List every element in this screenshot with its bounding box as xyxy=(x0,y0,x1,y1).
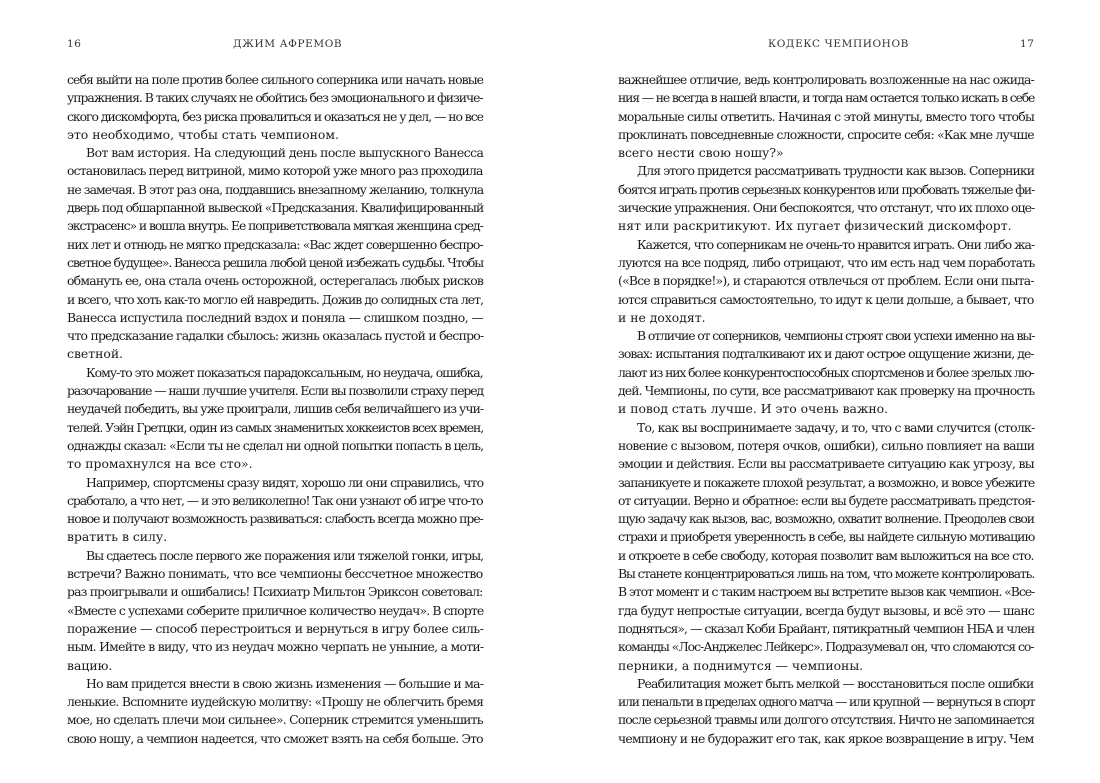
text-line: поражение — способ перестроиться и вернуться в игру более силь- xyxy=(67,620,484,636)
text-line: («Все в порядке!»), и стараются отвлечься от проблем. Если они пыта- xyxy=(618,273,1034,289)
text-line: вацию. xyxy=(67,657,113,673)
text-line: гда будут непростые ситуации, всегда будут вызовы, и всё это — шанс xyxy=(618,602,1035,618)
right-page xyxy=(550,0,1100,783)
text-line: и всего, что хоть как-то могло ей навредить. Дожив до солидных ста лет, xyxy=(67,291,484,307)
text-line: Вот вам история. На следующий день после выпускного Ванесса xyxy=(86,145,484,161)
text-line: ния — не всегда в нашей власти, и тогда нам остается только искать в себе xyxy=(618,90,1035,106)
page-number: 17 xyxy=(1020,38,1035,50)
text-line: не замечая. В этот раз она, поддавшись внезапному желанию, толкнула xyxy=(67,181,484,197)
text-line: ются справиться самостоятельно, то идут к цели дольше, а бывает, что xyxy=(618,291,1034,307)
text-line: светной. xyxy=(67,346,124,362)
text-line: после серьезной травмы или долгого отсутствия. Ничто не запоминается xyxy=(618,712,1034,728)
text-line: Реабилитация может быть мелкой — восстановиться после ошибки xyxy=(637,675,1034,691)
text-line: обмануть ее, она стала очень осторожной, остерегалась любых рисков xyxy=(67,273,484,289)
text-line: упражнения. В таких случаях не обойтись без эмоционального и физиче- xyxy=(67,90,483,106)
text-line: перники, а поднимутся — чемпионы. xyxy=(618,657,864,673)
text-line: экстрасенс» и вошла внутрь. Ее поприветствовала мягкая женщина сред- xyxy=(67,218,483,234)
text-line: телей. Уэйн Гретцки, один из самых знаменитых хоккеистов всех времен, xyxy=(67,419,484,435)
text-line: или пенальти в пределах одного матча — или крупной — вернуться в спорт xyxy=(618,694,1035,710)
text-line: что предсказание гадалки сбылось: жизнь оказалась пустой и беспро- xyxy=(67,328,484,344)
text-line: эмоции и действия. Если вы рассматриваете ситуацию как угрозу, вы xyxy=(618,456,1034,472)
text-line: неудачей победить, вы уже проиграли, лишив себя величайшего из учи- xyxy=(67,401,484,417)
text-line: всего нести свою ношу?» xyxy=(618,145,784,161)
text-line: В отличие от соперников, чемпионы строят свои успехи именно на вы- xyxy=(637,328,1035,344)
page-number: 16 xyxy=(67,38,82,50)
text-line: подняться», — сказал Коби Брайант, пятикратный чемпион НБА и член xyxy=(618,620,1035,636)
text-line: Кому-то это может показаться парадоксальным, но неудача, ошибка, xyxy=(86,364,483,380)
text-line: Вы станете концентрироваться лишь на том, что можете контролировать. xyxy=(618,566,1035,582)
text-line: Для этого придется рассматривать трудности как вызов. Соперники xyxy=(637,163,1035,179)
text-line: свою ношу, а чемпион надеется, что сможет взять на себя больше. Это xyxy=(67,730,483,746)
text-line: и повод стать лучше. И это очень важно. xyxy=(618,401,889,417)
text-line: ным. Имейте в виду, что из неудач можно черпать не уныние, а моти- xyxy=(67,639,484,655)
text-line: сработало, а что нет, — и это великолепно! Так они узнают об игре что-то xyxy=(67,492,483,508)
text-line: встречи? Важно понимать, что все чемпионы бессчетное множество xyxy=(67,566,483,582)
text-line: от ситуации. Верно и обратное: если вы будете рассматривать предстоя- xyxy=(618,492,1035,508)
text-line: новое и получают возможность развиваться: слабость всегда можно пре- xyxy=(67,511,483,527)
text-line: себя выйти на поле против более сильного соперника или начать новые xyxy=(67,72,484,87)
text-line: и не доходят. xyxy=(618,309,706,325)
text-line: боятся играть против серьезных конкурентов или пробовать тяжелые фи- xyxy=(618,181,1035,197)
text-line: них лет и отнюдь не мягко предсказала: «Вас ждет совершенно беспро- xyxy=(67,236,483,252)
text-line: Например, спортсмены сразу видят, хорошо ли они справились, что xyxy=(86,474,484,490)
text-line: дей. Чемпионы, по сути, все рассматривают как проверку на прочность xyxy=(618,383,1035,399)
text-line: новение с вызовом, потеря очков, ошибки), сильно повлияет на ваши xyxy=(618,437,1035,453)
text-line: страхи и приобретя уверенность в себе, вы найдете сильную мотивацию xyxy=(618,529,1035,545)
text-line: зовах: испытания подталкивают их и дают острое ощущение жизни, де- xyxy=(618,346,1034,362)
text-line: однажды сказал: «Если ты не сделал ни одной попытки попасть в цель, xyxy=(67,437,484,453)
text-line: это необходимо, чтобы стать чемпионом. xyxy=(67,126,339,142)
text-line: остановилась перед витриной, мимо которой уже много раз проходила xyxy=(67,163,483,179)
text-line: Кажется, что соперникам не очень-то нравится играть. Они либо жа- xyxy=(637,236,1035,252)
text-line: То, как вы воспринимаете задачу, и то, что с вами случится (столк- xyxy=(637,419,1035,435)
text-line: «Вместе с успехами соберите приличное количество неудач». В спорте xyxy=(67,602,484,618)
text-line: Но вам придется внести в свою жизнь изменения — большие и ма- xyxy=(86,675,484,691)
body-text xyxy=(67,71,483,748)
text-line: чемпиону и не будоражит его так, как яркое возвращение в игру. Чем xyxy=(618,730,1034,746)
text-line: щую задачу как вызов, вас, возможно, охватит волнение. Преодолев свои xyxy=(618,511,1035,527)
running-head: КОДЕКС ЧЕМПИОНОВ xyxy=(768,38,909,50)
text-line: светное будущее». Ванесса решила любой ценой избежать судьбы. Чтобы xyxy=(67,254,484,270)
text-line: зические упражнения. Они беспокоятся, что отстанут, что их плохо оце- xyxy=(618,200,1035,216)
text-line: В этот момент и с таким настроем вы встретите вызов как чемпион. «Все- xyxy=(618,584,1035,600)
text-line: запаникуете и покажете плохой результат, а возможно, и вовсе убежите xyxy=(618,474,1035,490)
text-line: мое, но сделать плечи мои сильнее». Соперник стремится уменьшить xyxy=(67,712,483,728)
text-line: луются на все подряд, либо отрицают, что им есть над чем поработать xyxy=(618,254,1035,270)
text-line: проклинать повседневные сложности, спросите себя: «Как мне лучше xyxy=(618,126,1034,142)
text-line: дверь под обшарпанной вывеской «Предсказания. Квалифицированный xyxy=(67,200,484,216)
text-line: и откроете в себе свободу, которая позволит вам выложиться на все сто. xyxy=(618,547,1034,563)
text-line: ленькие. Вспомните иудейскую молитву: «Прошу не облегчить бремя xyxy=(67,694,484,710)
text-line: разочарование — наши лучшие учителя. Если вы позволили страху перед xyxy=(67,383,483,399)
text-line: раз проигрывали и ошибались! Психиатр Мильтон Эриксон советовал: xyxy=(67,584,483,600)
text-line: вратить в силу. xyxy=(67,529,168,545)
text-line: команды «Лос-Анджелес Лейкерс». Подразумевал он, что сломаются со- xyxy=(618,639,1034,655)
text-line: Вы сдаетесь после первого же поражения или тяжелой гонки, игры, xyxy=(86,547,484,563)
text-line: моральные силы ответить. Начиная с этой минуты, вместо того чтобы xyxy=(618,108,1035,124)
text-line: Ванесса испустила последний вздох и поняла — слишком поздно, — xyxy=(67,309,484,325)
text-line: ского дискомфорта, без риска провалиться и оказаться не у дел, — но все xyxy=(67,108,483,124)
text-line: то промахнулся на все сто». xyxy=(67,456,253,472)
running-head: ДЖИМ АФРЕМОВ xyxy=(233,38,343,50)
text-line: важнейшее отличие, ведь контролировать возложенные на нас ожида- xyxy=(618,72,1034,87)
text-line: лают из них более конкурентоспособных спортсменов и более зрелых лю- xyxy=(618,364,1034,380)
body-text xyxy=(618,71,1034,748)
text-line: нят или раскритикуют. Их пугает физический дискомфорт. xyxy=(618,218,1012,234)
